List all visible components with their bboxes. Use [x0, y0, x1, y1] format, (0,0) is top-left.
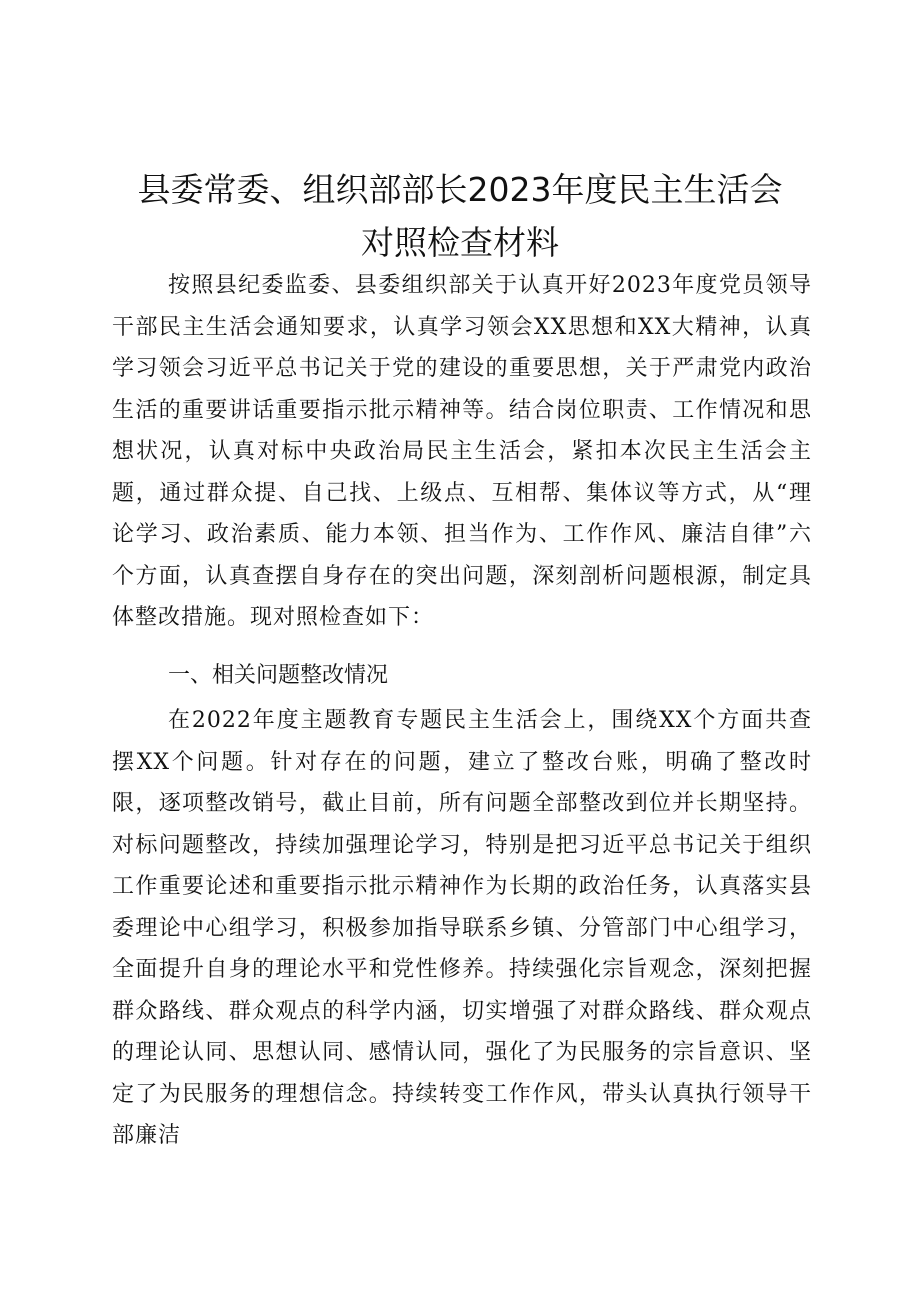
- section-1-paragraph: 在2022年度主题教育专题民主生活会上，围绕XX个方面共查摆XX个问题。针对存在的问题，建立了整改台账，明确了整改时限，逐项整改销号，截止目前，所有问题全部整改到位并长期坚持。对标问题整改，持续加强理论学习，特别是把习近平总书记关于组织工作重要论述和重要指示批示精神作为长期的政治任务，认真落实县委理论中心组学习，积极参加指导联系乡镇、分管部门中心组学习，全面提升自身的理论水平和党性修养。持续强化宗旨观念，深刻把握群众路线、群众观点的科学内涵，切实增强了对群众路线、群众观点的理论认同、思想认同、感情认同，强化了为民服务的宗旨意识、坚定了为民服务的理想信念。持续转变工作作风，带头认真执行领导干部廉洁: [112, 708, 812, 1148]
- document-title-line-1: 县委常委、组织部部长2023年度民主生活会: [137, 170, 783, 209]
- document-title-line-2: 对照检查材料: [361, 223, 559, 262]
- intro-paragraph: 按照县纪委监委、县委组织部关于认真开好2023年度党员领导干部民主生活会通知要求，认真学习领会XX思想和XX大精神，认真学习领会习近平总书记关于党的建设的重要思想，关于严肃党内政治生活的重要讲话重要指示批示精神等。结合岗位职责、工作情况和思想状况，认真对标中央政治局民主生活会，紧扣本次民主生活会主题，通过群众提、自己找、上级点、互相帮、集体议等方式，从“理论学习、政治素质、能力本领、担当作为、工作作风、廉洁自律”六个方面，认真查摆自身存在的突出问题，深刻剖析问题根源，制定具体整改措施。现对照检查如下：: [112, 273, 812, 630]
- section-heading-1: 一、相关问题整改情况: [168, 663, 389, 688]
